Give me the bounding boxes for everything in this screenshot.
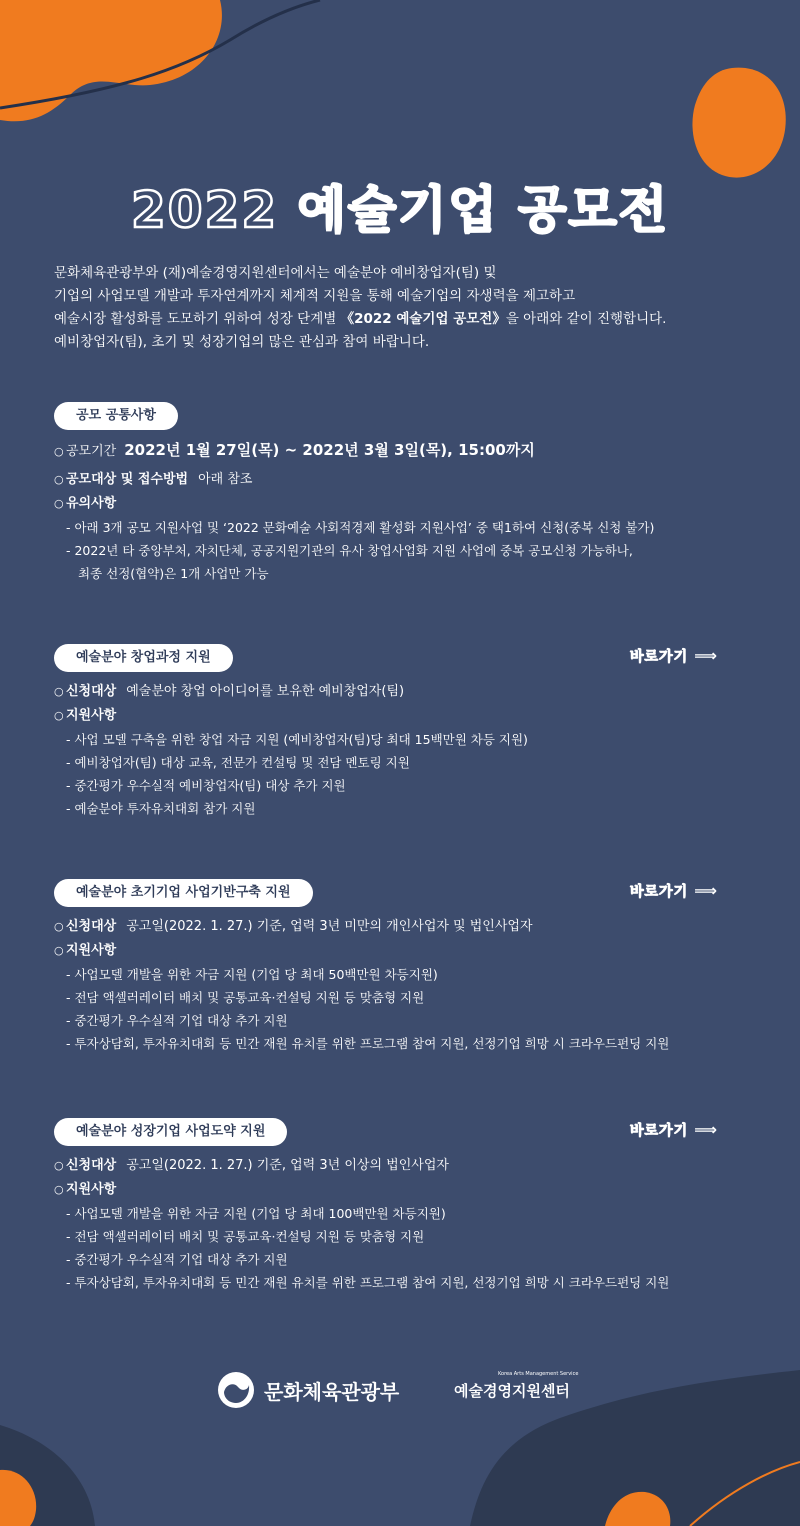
early-details: [54, 915, 774, 1055]
note-item: - 2022년 타 중앙부처, 자치단체, 공공지원기관의 유사 창업사업화 지원 사업에 중복 공모신청 가능하나,: [66, 543, 633, 558]
support-item: - 중간평가 우수실적 기업 대상 추가 지원: [66, 1252, 288, 1267]
applicant-row: ○ 신청대상 공고일(2022. 1. 27.) 기준, 업력 3년 이상의 법인사업자: [54, 1154, 774, 1178]
notes-row: ○ 유의사항: [54, 492, 774, 516]
intro-line: 예비창업자(팀), 초기 및 성장기업의 많은 관심과 참여 바랍니다.: [54, 334, 430, 350]
intro-line: 문화체육관광부와 (재)예술경영지원센터에서는 예술분야 예비창업자(팀) 및: [54, 265, 497, 281]
circle-bullet-icon: ○: [54, 685, 64, 698]
applicant-row: ○ 신청대상 공고일(2022. 1. 27.) 기준, 업력 3년 미만의 개인사업자 및 법인사업자: [54, 915, 774, 939]
support-row: ○ 지원사항: [54, 939, 774, 963]
circle-bullet-icon: ○: [54, 497, 64, 510]
circle-bullet-icon: ○: [54, 944, 64, 957]
support-item: - 사업모델 개발을 위한 자금 지원 (기업 당 최대 50백만원 차등지원): [66, 967, 438, 982]
section-pill-common: 공모 공통사항: [54, 402, 178, 430]
go-link-early[interactable]: 바로가기 ⟹: [630, 881, 719, 900]
growth-details: [54, 1154, 774, 1294]
support-item: - 예비창업자(팀) 대상 교육, 전문가 컨설팅 및 전담 멘토링 지원: [66, 755, 410, 770]
support-item: - 중간평가 우수실적 기업 대상 추가 지원: [66, 1013, 288, 1028]
kams-name: 예술경영지원센터: [454, 1382, 570, 1400]
note-item: 최종 선정(협약)은 1개 사업만 가능: [78, 566, 269, 581]
ministry-logo: [216, 1368, 399, 1412]
support-item: - 예술분야 투자유치대회 참가 지원: [66, 801, 256, 816]
circle-bullet-icon: ○: [54, 1159, 64, 1172]
circle-bullet-icon: ○: [54, 445, 64, 458]
common-details: [54, 438, 774, 585]
arrow-right-icon: ⟹: [694, 646, 719, 665]
intro-line: 예술시장 활성화를 도모하기 위하여 성장 단계별 《2022 예술기업 공모전》을 아래와 같이 진행합니다.: [54, 311, 667, 327]
support-item: - 투자상담회, 투자유치대회 등 민간 재원 유치를 위한 프로그램 참여 지원, 선정기업 희망 시 크라우드펀딩 지원: [66, 1036, 670, 1051]
note-item: - 아래 3개 공모 지원사업 및 ‘2022 문화예술 사회적경제 활성화 지원사업’ 중 택1하여 신청(중복 신청 불가): [66, 520, 655, 535]
support-item: - 사업모델 개발을 위한 자금 지원 (기업 당 최대 100백만원 차등지원): [66, 1206, 446, 1221]
go-link-startup[interactable]: 바로가기 ⟹: [630, 646, 719, 665]
support-row: ○ 지원사항: [54, 1178, 774, 1202]
section-pill-startup: 예술분야 창업과정 지원: [54, 644, 233, 672]
support-item: - 사업 모델 구축을 위한 창업 자금 지원 (예비창업자(팀)당 최대 15백만원 차등 지원): [66, 732, 528, 747]
top-right-orange-blob: [692, 68, 785, 178]
intro-text: [54, 262, 754, 354]
startup-details: [54, 680, 774, 820]
page-title: 2022 예술기업 공모전: [130, 181, 670, 239]
period-row: ○ 공모기간 2022년 1월 27일(목) ~ 2022년 3월 3일(목), 15:00까지: [54, 438, 774, 462]
support-item: - 투자상담회, 투자유치대회 등 민간 재원 유치를 위한 프로그램 참여 지원, 선정기업 희망 시 크라우드펀딩 지원: [66, 1275, 670, 1290]
support-row: ○ 지원사항: [54, 704, 774, 728]
section-pill-growth: 예술분야 성장기업 사업도약 지원: [54, 1118, 287, 1146]
circle-bullet-icon: ○: [54, 920, 64, 933]
footer-logos: [0, 1368, 800, 1418]
support-item: - 중간평가 우수실적 예비창업자(팀) 대상 추가 지원: [66, 778, 346, 793]
circle-bullet-icon: ○: [54, 709, 64, 722]
taegeuk-icon: [216, 1370, 256, 1410]
target-row: ○ 공모대상 및 접수방법 아래 참조: [54, 468, 774, 492]
ministry-name: 문화체육관광부: [264, 1379, 400, 1404]
section-pill-early: 예술분야 초기기업 사업기반구축 지원: [54, 879, 313, 907]
circle-bullet-icon: ○: [54, 473, 64, 486]
intro-line: 기업의 사업모델 개발과 투자연계까지 체계적 지원을 통해 예술기업의 자생력을 제고하고: [54, 288, 576, 304]
circle-bullet-icon: ○: [54, 1183, 64, 1196]
contest-name: 《2022 예술기업 공모전》: [340, 311, 506, 327]
kams-english-name: Korea Arts Management Service: [498, 1371, 579, 1377]
applicant-row: ○ 신청대상 예술분야 창업 아이디어를 보유한 예비창업자(팀): [54, 680, 774, 704]
period-value: 2022년 1월 27일(목) ~ 2022년 3월 3일(목), 15:00까지: [124, 441, 535, 459]
support-item: - 전담 액셀러레이터 배치 및 공통교육·컨설팅 지원 등 맞춤형 지원: [66, 1229, 425, 1244]
support-item: - 전담 액셀러레이터 배치 및 공통교육·컨설팅 지원 등 맞춤형 지원: [66, 990, 425, 1005]
arrow-right-icon: ⟹: [694, 881, 719, 900]
go-link-growth[interactable]: 바로가기 ⟹: [630, 1120, 719, 1139]
arrow-right-icon: ⟹: [694, 1120, 719, 1139]
